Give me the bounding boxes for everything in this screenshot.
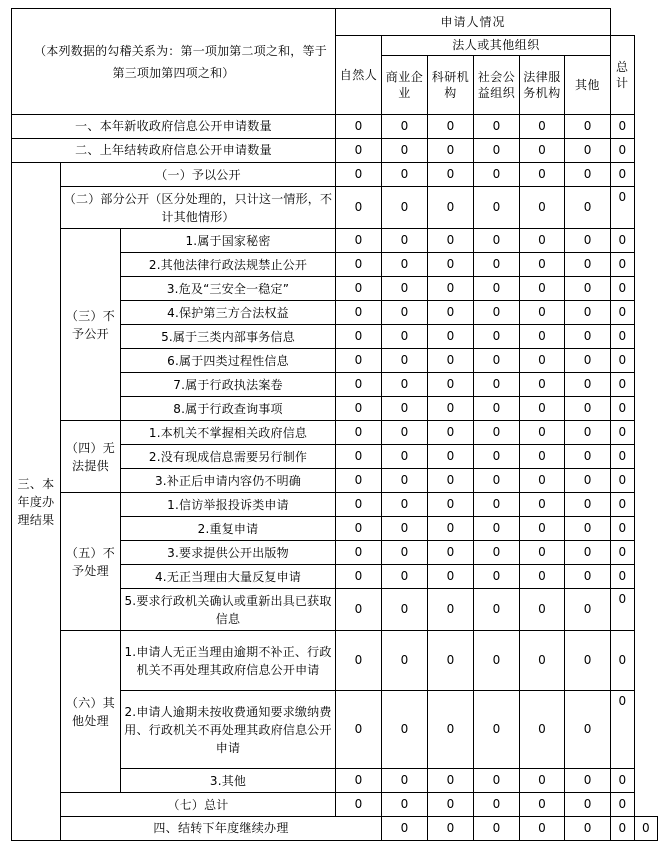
cell-value: 0 [336,325,382,349]
row-label-item: 7.属于行政执法案卷 [121,373,336,397]
cell-value: 0 [520,541,565,565]
cell-value: 0 [474,817,520,841]
cell-value: 0 [474,445,520,469]
table-row [12,187,658,229]
cell-value: 0 [336,421,382,445]
row-label-item: 5.属于三类内部事务信息 [121,325,336,349]
cell-value: 0 [336,493,382,517]
cell-value: 0 [428,277,474,301]
cell-value: 0 [474,229,520,253]
header-total: 总计 [611,36,634,115]
cell-value: 0 [336,397,382,421]
cell-value: 0 [428,541,474,565]
cell-value: 0 [520,187,565,229]
cell-value-total: 0 [611,229,634,253]
cell-value: 0 [336,163,382,187]
cell-value: 0 [428,349,474,373]
cell-value-total: 0 [611,373,634,397]
cell-value: 0 [565,493,611,517]
cell-value-total: 0 [611,565,634,589]
cell-value: 0 [428,493,474,517]
cell-value: 0 [336,253,382,277]
cell-value: 0 [428,817,474,841]
table-row [12,229,658,253]
cell-value: 0 [382,373,428,397]
cell-value: 0 [382,589,428,631]
cell-value-total: 0 [611,589,634,631]
cell-value: 0 [336,541,382,565]
row-label-item: 5.要求行政机关确认或重新出具已获取信息 [121,589,336,631]
cell-value: 0 [565,469,611,493]
cell-value: 0 [428,253,474,277]
cell-value: 0 [336,793,382,817]
row-label-item: 2.没有现成信息需要另行制作 [121,445,336,469]
cell-value: 0 [565,115,611,139]
cell-value: 0 [382,469,428,493]
cell-value-total: 0 [634,817,657,841]
cell-value: 0 [520,301,565,325]
table-row [12,817,658,841]
cell-value-total: 0 [611,187,634,229]
cell-value: 0 [565,325,611,349]
cell-value-total: 0 [611,769,634,793]
group-label-unable-to-provide: （四）无法提供 [61,421,121,493]
cell-value: 0 [520,445,565,469]
cell-value: 0 [382,349,428,373]
cell-value: 0 [474,565,520,589]
row-label-item: 1.申请人无正当理由逾期不补正、行政机关不再处理其政府信息公开申请 [121,631,336,691]
cell-value: 0 [382,631,428,691]
cell-value: 0 [520,631,565,691]
cell-value: 0 [336,373,382,397]
cell-value: 0 [520,691,565,769]
cell-value: 0 [382,445,428,469]
row-label-new-applications: 一、本年新收政府信息公开申请数量 [12,115,336,139]
cell-value: 0 [565,631,611,691]
row-label-item: 2.重复申请 [121,517,336,541]
cell-value: 0 [474,631,520,691]
row-label-item: 3.要求提供公开出版物 [121,541,336,565]
cell-value: 0 [336,565,382,589]
cell-value: 0 [474,301,520,325]
cell-value: 0 [565,541,611,565]
cell-value: 0 [428,691,474,769]
cell-value: 0 [565,301,611,325]
row-label-item: 3.补正后申请内容仍不明确 [121,469,336,493]
cell-value: 0 [565,139,611,163]
cell-value: 0 [428,325,474,349]
cell-value-total: 0 [611,631,634,691]
table-row [12,139,658,163]
cell-value: 0 [520,469,565,493]
header-col-public-welfare: 社会公益组织 [474,56,520,115]
cell-value-total: 0 [611,493,634,517]
cell-value: 0 [474,397,520,421]
group-label-not-processed: （五）不予处理 [61,493,121,631]
calculation-note [12,9,336,115]
row-label-item: 3.其他 [121,769,336,793]
cell-value: 0 [520,493,565,517]
cell-value-total: 0 [611,349,634,373]
cell-value: 0 [565,589,611,631]
cell-value: 0 [520,517,565,541]
cell-value-total: 0 [611,691,634,769]
cell-value: 0 [474,163,520,187]
cell-value: 0 [474,277,520,301]
cell-value: 0 [565,277,611,301]
cell-value: 0 [565,769,611,793]
row-label-item: 1.属于国家秘密 [121,229,336,253]
cell-value: 0 [428,631,474,691]
row-label-item: 2.其他法律行政法规禁止公开 [121,253,336,277]
cell-value-total: 0 [611,469,634,493]
cell-value: 0 [565,187,611,229]
row-label-carry-to-next-year: 四、结转下年度继续办理 [61,817,382,841]
cell-value-total: 0 [611,397,634,421]
row-label-subtotal: （七）总计 [61,793,336,817]
row-label-item: 1.信访举报投诉类申请 [121,493,336,517]
cell-value: 0 [520,139,565,163]
cell-value: 0 [428,115,474,139]
cell-value: 0 [565,253,611,277]
cell-value: 0 [474,253,520,277]
group-label-not-disclosed: （三）不予公开 [61,229,121,421]
cell-value: 0 [565,793,611,817]
cell-value: 0 [520,565,565,589]
cell-value: 0 [474,541,520,565]
cell-value-total: 0 [611,421,634,445]
cell-value: 0 [520,253,565,277]
cell-value: 0 [428,517,474,541]
header-col-legal-service: 法律服务机构 [520,56,565,115]
cell-value-total: 0 [611,517,634,541]
row-label-disclosed: （一）予以公开 [61,163,336,187]
cell-value: 0 [520,373,565,397]
cell-value: 0 [565,373,611,397]
header-applicant-group: 申请人情况 [336,9,611,36]
header-col-commercial: 商业企业 [382,56,428,115]
cell-value: 0 [520,589,565,631]
cell-value-total: 0 [611,163,634,187]
cell-value: 0 [611,817,634,841]
cell-value: 0 [520,325,565,349]
cell-value: 0 [382,493,428,517]
row-label-item: 6.属于四类过程性信息 [121,349,336,373]
cell-value: 0 [565,517,611,541]
row-label-annual-results: 三、本年度办理结果 [12,163,61,841]
cell-value: 0 [336,139,382,163]
cell-value: 0 [336,349,382,373]
cell-value: 0 [474,349,520,373]
row-label-item: 1.本机关不掌握相关政府信息 [121,421,336,445]
cell-value: 0 [336,517,382,541]
cell-value: 0 [428,229,474,253]
cell-value: 0 [428,769,474,793]
cell-value-total: 0 [611,139,634,163]
cell-value: 0 [474,469,520,493]
cell-value: 0 [336,301,382,325]
cell-value: 0 [520,163,565,187]
row-label-item: 4.无正当理由大量反复申请 [121,565,336,589]
table-row [12,493,658,517]
cell-value: 0 [336,691,382,769]
cell-value: 0 [520,421,565,445]
header-col-research: 科研机构 [428,56,474,115]
cell-value: 0 [474,421,520,445]
cell-value: 0 [474,373,520,397]
cell-value-total: 0 [611,325,634,349]
header-natural-person: 自然人 [336,36,382,115]
row-label-item: 3.危及“三安全一稳定” [121,277,336,301]
cell-value: 0 [382,163,428,187]
row-label-item: 8.属于行政查询事项 [121,397,336,421]
cell-value: 0 [428,469,474,493]
note-line-2: 第三项加第四项之和） [112,65,235,80]
cell-value: 0 [382,253,428,277]
cell-value: 0 [382,301,428,325]
cell-value: 0 [428,163,474,187]
cell-value: 0 [382,139,428,163]
table-row [12,421,658,445]
cell-value: 0 [474,691,520,769]
cell-value: 0 [382,187,428,229]
cell-value: 0 [336,469,382,493]
cell-value: 0 [565,229,611,253]
header-col-other: 其他 [565,56,611,115]
cell-value: 0 [382,541,428,565]
cell-value: 0 [428,139,474,163]
cell-value: 0 [520,817,565,841]
cell-value: 0 [382,565,428,589]
cell-value: 0 [336,445,382,469]
cell-value: 0 [428,187,474,229]
cell-value: 0 [474,187,520,229]
cell-value: 0 [565,397,611,421]
cell-value: 0 [336,769,382,793]
cell-value: 0 [428,373,474,397]
cell-value: 0 [428,589,474,631]
cell-value: 0 [474,115,520,139]
cell-value-total: 0 [611,253,634,277]
cell-value-total: 0 [611,301,634,325]
cell-value: 0 [520,229,565,253]
table-row [12,631,658,691]
cell-value: 0 [474,769,520,793]
cell-value-total: 0 [611,445,634,469]
cell-value: 0 [474,325,520,349]
cell-value: 0 [428,421,474,445]
cell-value: 0 [565,445,611,469]
cell-value: 0 [520,277,565,301]
cell-value: 0 [474,517,520,541]
cell-value-total: 0 [611,793,634,817]
cell-value: 0 [520,349,565,373]
table-row [12,115,658,139]
cell-value: 0 [336,277,382,301]
cell-value: 0 [565,421,611,445]
row-label-item: 2.申请人逾期未按收费通知要求缴纳费用、行政机关不再处理其政府信息公开申请 [121,691,336,769]
cell-value-total: 0 [611,277,634,301]
cell-value: 0 [336,589,382,631]
cell-value: 0 [520,115,565,139]
cell-value: 0 [428,397,474,421]
cell-value: 0 [336,115,382,139]
cell-value: 0 [520,397,565,421]
row-label-item: 4.保护第三方合法权益 [121,301,336,325]
cell-value: 0 [382,769,428,793]
cell-value: 0 [382,421,428,445]
row-label-carried-over: 二、上年结转政府信息公开申请数量 [12,139,336,163]
cell-value: 0 [565,349,611,373]
cell-value: 0 [382,817,428,841]
cell-value: 0 [520,793,565,817]
cell-value: 0 [474,139,520,163]
cell-value: 0 [474,589,520,631]
table-row [12,793,658,817]
cell-value: 0 [336,229,382,253]
cell-value: 0 [428,445,474,469]
cell-value-total: 0 [611,541,634,565]
cell-value: 0 [565,691,611,769]
cell-value: 0 [382,277,428,301]
table-row [12,163,658,187]
cell-value: 0 [382,691,428,769]
statistics-sheet [11,8,658,841]
cell-value-total: 0 [611,115,634,139]
cell-value: 0 [474,793,520,817]
note-line-1: （本列数据的勾稽关系为：第一项加第二项之和，等于 [34,43,327,58]
cell-value: 0 [336,187,382,229]
cell-value: 0 [565,163,611,187]
cell-value: 0 [474,493,520,517]
cell-value: 0 [382,793,428,817]
header-row-group [12,9,658,36]
group-label-other-handling: （六）其他处理 [61,631,121,793]
cell-value: 0 [565,817,611,841]
cell-value: 0 [382,397,428,421]
cell-value: 0 [565,565,611,589]
cell-value: 0 [428,793,474,817]
cell-value: 0 [428,301,474,325]
header-legal-person-group: 法人或其他组织 [382,36,611,56]
cell-value: 0 [336,631,382,691]
cell-value: 0 [382,325,428,349]
government-info-disclosure-table [11,8,658,841]
cell-value: 0 [382,517,428,541]
cell-value: 0 [382,229,428,253]
cell-value: 0 [520,769,565,793]
cell-value: 0 [428,565,474,589]
cell-value: 0 [382,115,428,139]
row-label-partially-disclosed: （二）部分公开（区分处理的，只计这一情形，不计其他情形） [61,187,336,229]
